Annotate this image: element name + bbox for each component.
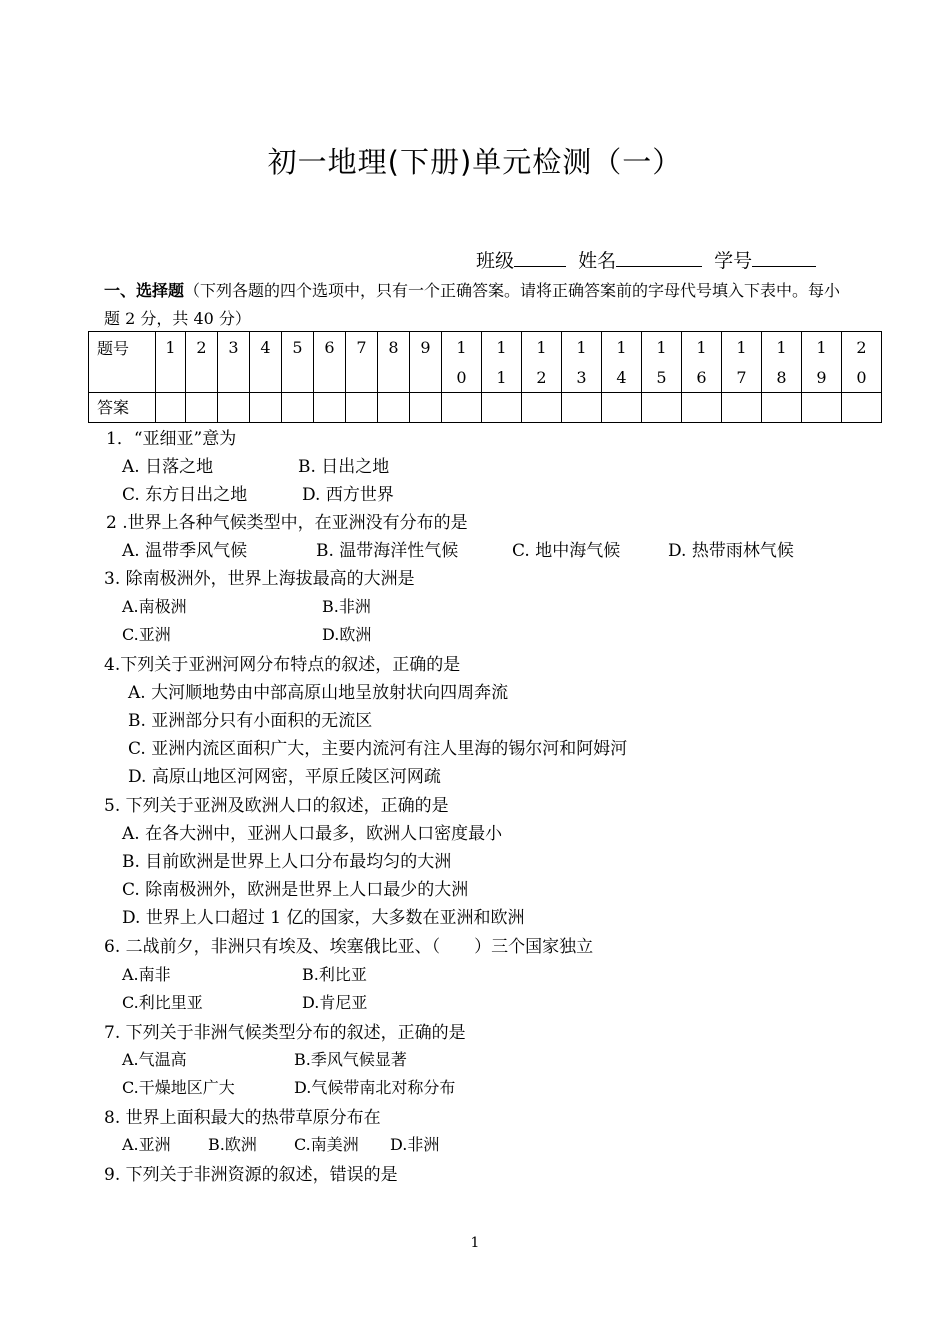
question-number-digit: 1 — [696, 338, 707, 357]
answer-cell[interactable] — [346, 393, 378, 423]
question-number-cell — [602, 332, 642, 393]
question-1-stem: 1．“亚细亚”意为 — [106, 429, 237, 449]
question-number-cell — [186, 332, 218, 393]
question-number-label: 题号 — [89, 332, 156, 393]
answer-cell[interactable] — [642, 393, 682, 423]
question-2-stem: 2 .世界上各种气候类型中，在亚洲没有分布的是 — [106, 513, 468, 533]
question-number-digit: 8 — [388, 338, 399, 357]
q8-option-a: A.亚洲 — [122, 1135, 171, 1154]
question-number-digit: 9 — [420, 338, 431, 357]
section-instruction: （下列各题的四个选项中，只有一个正确答案。请将正确答案前的字母代号填入下表中。每小题 2 分，共 40 分） — [104, 281, 841, 328]
answer-cell[interactable] — [378, 393, 410, 423]
question-number-digit — [156, 362, 185, 363]
question-number-digit — [346, 362, 377, 363]
answer-cell[interactable] — [186, 393, 218, 423]
question-4-stem: 4.下列关于亚洲河网分布特点的叙述，正确的是 — [104, 655, 461, 675]
class-blank[interactable] — [514, 248, 566, 267]
class-label: 班级 — [476, 250, 515, 272]
question-number-digit: 1 — [816, 338, 827, 357]
question-number-digit — [314, 362, 345, 363]
question-number-digit — [378, 362, 409, 363]
q2-option-a: A. 温带季风气候 — [122, 541, 248, 561]
q8-option-c: C.南美洲 — [294, 1135, 359, 1154]
section-1-header — [104, 277, 854, 333]
q1-option-a: A. 日落之地 — [122, 457, 214, 477]
question-8-stem: 8. 世界上面积最大的热带草原分布在 — [104, 1108, 381, 1128]
student-info-line — [476, 246, 822, 273]
question-number-digit: 1 — [496, 368, 507, 387]
q4-option-b: B. 亚洲部分只有小面积的无流区 — [128, 711, 373, 731]
question-number-digit — [250, 362, 281, 363]
answer-cell[interactable] — [442, 393, 482, 423]
answer-cell[interactable] — [156, 393, 186, 423]
question-number-digit: 0 — [456, 368, 467, 387]
q8-option-b: B.欧洲 — [208, 1135, 257, 1154]
question-number-digit: 6 — [324, 338, 335, 357]
q1-option-d: D. 西方世界 — [302, 485, 394, 505]
question-number-digit — [410, 362, 441, 363]
question-number-digit: 1 — [165, 338, 176, 357]
question-number-digit: 1 — [656, 338, 667, 357]
id-blank[interactable] — [752, 248, 816, 267]
id-label: 学号 — [714, 250, 753, 272]
q1-option-b: B. 日出之地 — [298, 457, 390, 477]
question-number-digit: 1 — [576, 338, 587, 357]
question-number-digit: 4 — [260, 338, 271, 357]
page-title: 初一地理(下册)单元检测（一） — [267, 145, 683, 179]
question-5-stem: 5. 下列关于亚洲及欧洲人口的叙述，正确的是 — [104, 796, 449, 816]
question-number-cell — [842, 332, 882, 393]
question-number-digit: 4 — [616, 368, 627, 387]
question-number-digit: 1 — [616, 338, 627, 357]
answer-cell[interactable] — [250, 393, 282, 423]
q2-option-b: B. 温带海洋性气候 — [316, 541, 459, 561]
answer-cell[interactable] — [218, 393, 250, 423]
question-number-digit: 8 — [776, 368, 787, 387]
q4-option-a: A. 大河顺地势由中部高原山地呈放射状向四周奔流 — [128, 683, 509, 703]
question-number-digit — [186, 362, 217, 363]
q5-option-c: C. 除南极洲外，欧洲是世界上人口最少的大洲 — [122, 880, 469, 900]
question-number-digit: 2 — [856, 338, 867, 357]
question-number-cell — [762, 332, 802, 393]
question-number-cell — [346, 332, 378, 393]
question-number-digit: 5 — [656, 368, 667, 387]
answer-table — [88, 331, 882, 423]
question-number-digit: 9 — [816, 368, 827, 387]
question-number-digit — [282, 362, 313, 363]
q3-option-a: A.南极洲 — [122, 597, 187, 616]
question-number-digit — [218, 362, 249, 363]
q5-option-a: A. 在各大洲中，亚洲人口最多，欧洲人口密度最小 — [122, 824, 503, 844]
question-number-cell — [642, 332, 682, 393]
q7-option-d: D.气候带南北对称分布 — [294, 1078, 456, 1097]
q3-option-d: D.欧洲 — [322, 625, 372, 644]
question-number-cell — [250, 332, 282, 393]
question-number-digit: 7 — [356, 338, 367, 357]
answer-cell[interactable] — [762, 393, 802, 423]
q5-option-b: B. 目前欧洲是世界上人口分布最均匀的大洲 — [122, 852, 452, 872]
question-number-cell — [410, 332, 442, 393]
question-number-digit: 1 — [456, 338, 467, 357]
question-3-stem: 3. 除南极洲外，世界上海拔最高的大洲是 — [104, 569, 415, 589]
q6-option-d: D.肯尼亚 — [302, 993, 368, 1012]
q2-option-d: D. 热带雨林气候 — [668, 541, 794, 561]
q8-option-d: D.非洲 — [390, 1135, 440, 1154]
q6-option-a: A.南非 — [122, 965, 171, 984]
answer-cell[interactable] — [722, 393, 762, 423]
question-number-digit: 7 — [736, 368, 747, 387]
question-number-digit: 2 — [536, 368, 547, 387]
q7-option-c: C.干燥地区广大 — [122, 1078, 235, 1097]
name-blank[interactable] — [616, 248, 702, 267]
answer-label: 答案 — [89, 393, 156, 423]
question-number-digit: 3 — [228, 338, 239, 357]
section-heading: 一、选择题 — [104, 281, 185, 300]
question-number-digit: 1 — [496, 338, 507, 357]
answer-cell[interactable] — [522, 393, 562, 423]
q7-option-b: B.季风气候显著 — [294, 1050, 407, 1069]
question-number-digit: 0 — [856, 368, 867, 387]
answer-cell[interactable] — [282, 393, 314, 423]
question-number-digit: 1 — [736, 338, 747, 357]
q5-option-d: D. 世界上人口超过 1 亿的国家，大多数在亚洲和欧洲 — [122, 908, 525, 928]
question-number-cell — [522, 332, 562, 393]
answer-cell[interactable] — [314, 393, 346, 423]
question-number-cell — [218, 332, 250, 393]
question-number-cell — [378, 332, 410, 393]
question-6-stem: 6. 二战前夕，非洲只有埃及、埃塞俄比亚、（ ）三个国家独立 — [104, 937, 594, 957]
question-number-cell — [682, 332, 722, 393]
q4-option-d: D. 高原山地区河网密，平原丘陵区河网疏 — [128, 767, 441, 787]
question-number-digit: 1 — [536, 338, 547, 357]
question-number-cell — [482, 332, 522, 393]
question-7-stem: 7. 下列关于非洲气候类型分布的叙述，正确的是 — [104, 1023, 466, 1043]
q6-option-b: B.利比亚 — [302, 965, 367, 984]
name-label: 姓名 — [578, 250, 617, 272]
answer-cell[interactable] — [602, 393, 642, 423]
question-number-digit: 5 — [292, 338, 303, 357]
question-number-cell — [802, 332, 842, 393]
question-number-cell — [282, 332, 314, 393]
question-number-digit: 6 — [696, 368, 707, 387]
q1-option-c: C. 东方日出之地 — [122, 485, 248, 505]
q3-option-b: B.非洲 — [322, 597, 371, 616]
q2-option-c: C. 地中海气候 — [512, 541, 621, 561]
question-number-cell — [156, 332, 186, 393]
answer-cell[interactable] — [842, 393, 882, 423]
answer-cell[interactable] — [482, 393, 522, 423]
q7-option-a: A.气温高 — [122, 1050, 187, 1069]
question-number-digit: 1 — [776, 338, 787, 357]
question-9-stem: 9. 下列关于非洲资源的叙述，错误的是 — [104, 1165, 398, 1185]
question-number-digit: 3 — [576, 368, 587, 387]
page-number: 1 — [470, 1235, 480, 1251]
question-number-cell — [314, 332, 346, 393]
q3-option-c: C.亚洲 — [122, 625, 171, 644]
question-number-cell — [722, 332, 762, 393]
answer-cell[interactable] — [410, 393, 442, 423]
question-number-digit: 2 — [196, 338, 207, 357]
answer-cell[interactable] — [682, 393, 722, 423]
q6-option-c: C.利比里亚 — [122, 993, 203, 1012]
answer-cell[interactable] — [562, 393, 602, 423]
q4-option-c: C. 亚洲内流区面积广大，主要内流河有注人里海的锡尔河和阿姆河 — [128, 739, 628, 759]
question-number-cell — [442, 332, 482, 393]
answer-cell[interactable] — [802, 393, 842, 423]
question-number-cell — [562, 332, 602, 393]
